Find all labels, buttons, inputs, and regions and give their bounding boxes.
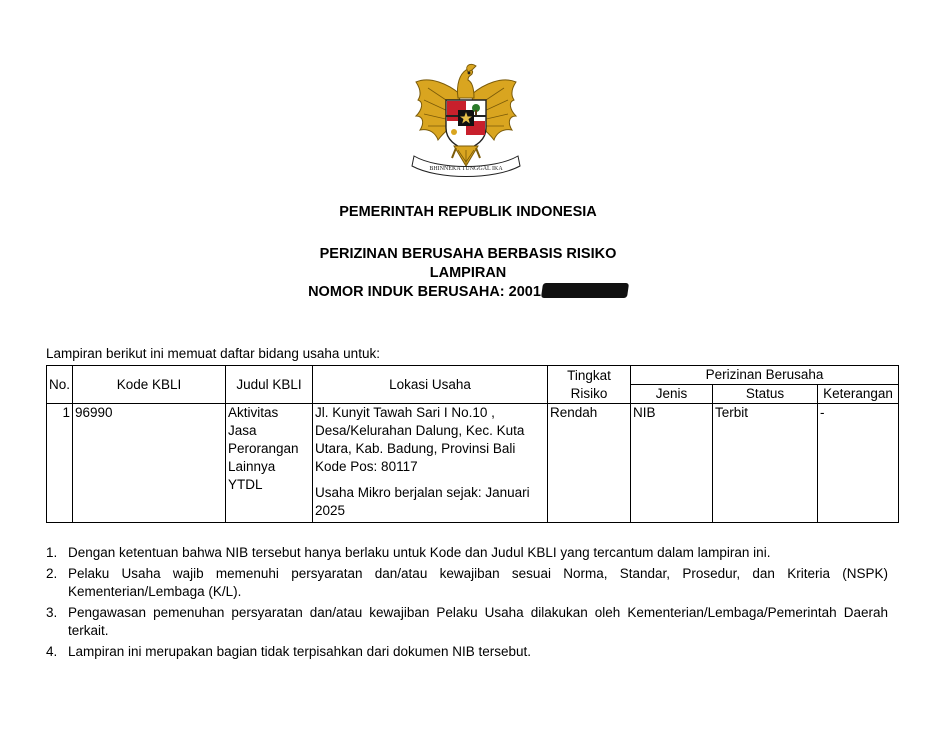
header-jenis: Jenis bbox=[631, 385, 713, 404]
table-row bbox=[47, 404, 899, 523]
list-item: 3. Pengawasan pemenuhan persyaratan dan/atau kewajiban Pelaku Usaha dilakukan oleh Kementerian/Lembaga/Pemerintah Daerah terkait. bbox=[46, 605, 888, 638]
cell-status: Terbit bbox=[713, 404, 818, 523]
cell-tingkat-risiko: Rendah bbox=[548, 404, 631, 523]
note-text: Dengan ketentuan bahwa NIB tersebut hanya berlaku untuk Kode dan Judul KBLI yang tercantum dalam lampiran ini. bbox=[68, 545, 771, 560]
cell-judul-kbli: Aktivitas Jasa Perorangan Lainnya YTDL bbox=[226, 404, 313, 523]
notes-list bbox=[46, 544, 888, 664]
garuda-pancasila-emblem bbox=[408, 54, 524, 180]
note-text: Pengawasan pemenuhan persyaratan dan/atau kewajiban Pelaku Usaha dilakukan oleh Kementerian/Lembaga/Pemerintah Daerah terkait. bbox=[68, 605, 888, 638]
header-kode-kbli: Kode KBLI bbox=[73, 366, 226, 404]
document-subtitle: LAMPIRAN bbox=[429, 265, 507, 281]
header-status: Status bbox=[713, 385, 818, 404]
garuda-emblem-graphic bbox=[408, 54, 524, 180]
cell-no: 1 bbox=[47, 404, 73, 523]
list-item: 2. Pelaku Usaha wajib memenuhi persyaratan dan/atau kewajiban sesuai Norma, Standar, Prosedur, dan Kriteria (NSPK) Kementerian/Lembaga (K/L). bbox=[46, 566, 888, 599]
cell-jenis: NIB bbox=[631, 404, 713, 523]
list-item: 1. Dengan ketentuan bahwa NIB tersebut hanya berlaku untuk Kode dan Judul KBLI yang tercantum dalam lampiran ini. bbox=[46, 545, 771, 560]
header-judul-kbli: Judul KBLI bbox=[226, 366, 313, 404]
intro-text: Lampiran berikut ini memuat daftar bidang usaha untuk: bbox=[46, 346, 380, 361]
header-lokasi-usaha: Lokasi Usaha bbox=[313, 366, 548, 404]
lokasi-address: Jl. Kunyit Tawah Sari I No.10 , Desa/Kelurahan Dalung, Kec. Kuta Utara, Kab. Badung, Provinsi Bali Kode Pos: 80117 bbox=[315, 405, 525, 474]
nib-number-prefix: 2001 bbox=[508, 284, 541, 300]
government-heading: PEMERINTAH REPUBLIK INDONESIA bbox=[339, 204, 597, 220]
list-item: 4. Lampiran ini merupakan bagian tidak terpisahkan dari dokumen NIB tersebut. bbox=[46, 644, 532, 659]
header-no: No. bbox=[47, 366, 73, 404]
emblem-motto-text: BHINNEKA TUNGGAL IKA bbox=[429, 166, 503, 172]
document-title: PERIZINAN BERUSAHA BERBASIS RISIKO bbox=[319, 246, 617, 262]
note-text: Lampiran ini merupakan bagian tidak terpisahkan dari dokumen NIB tersebut. bbox=[68, 644, 532, 659]
header-tingkat-risiko: Tingkat Risiko bbox=[548, 366, 631, 404]
nib-redaction bbox=[541, 283, 629, 298]
header-perizinan-berusaha: Perizinan Berusaha bbox=[631, 366, 899, 385]
kbli-table bbox=[46, 365, 899, 523]
nib-label: NOMOR INDUK BERUSAHA: bbox=[308, 284, 505, 300]
nib-line bbox=[0, 283, 936, 302]
cell-kode-kbli: 96990 bbox=[73, 404, 226, 523]
note-text: Pelaku Usaha wajib memenuhi persyaratan dan/atau kewajiban sesuai Norma, Standar, Prosedur, dan Kriteria (NSPK) Kementerian/Lembaga (K/L). bbox=[68, 566, 888, 599]
cell-keterangan: - bbox=[818, 404, 899, 523]
header-keterangan: Keterangan bbox=[818, 385, 899, 404]
lokasi-note: Usaha Mikro berjalan sejak: Januari 2025 bbox=[315, 485, 530, 518]
cell-lokasi-usaha bbox=[313, 404, 548, 523]
